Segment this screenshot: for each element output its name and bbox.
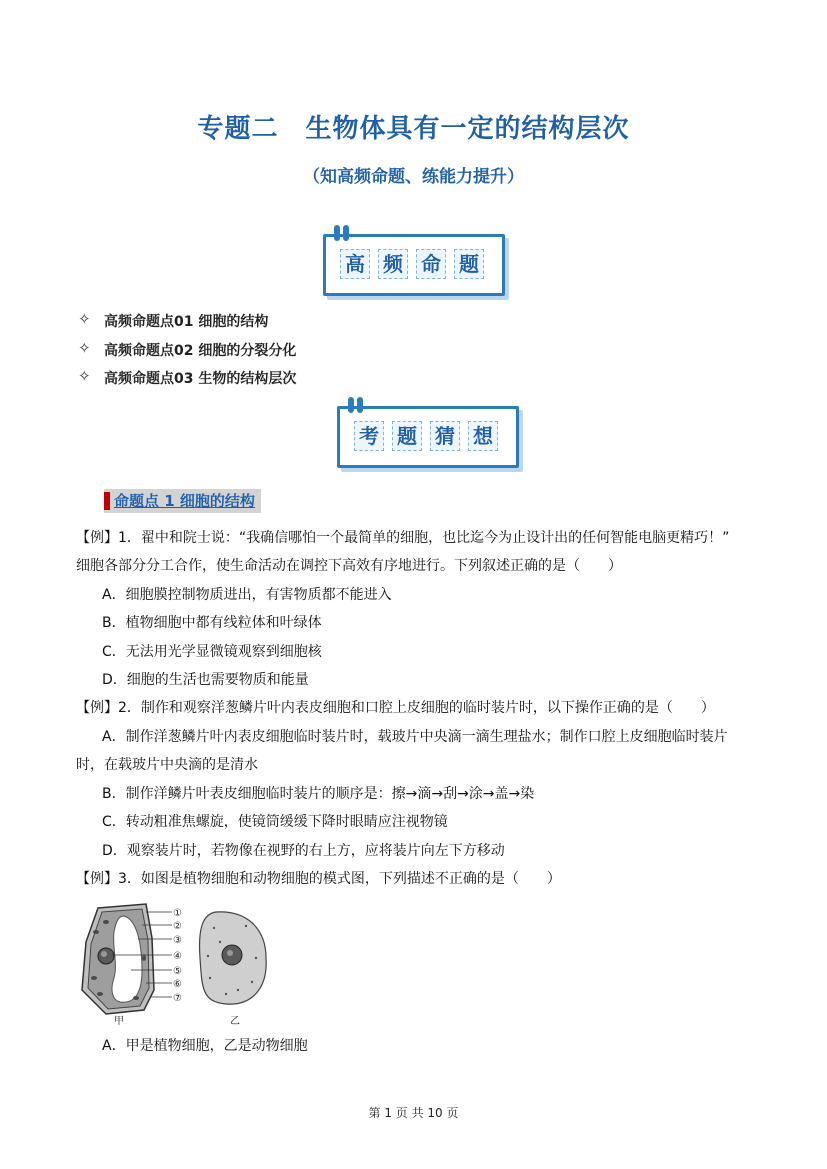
page-footer: 第 1 页 共 10 页 — [368, 1106, 459, 1120]
question-3-stem: 【例】3．如图是植物细胞和动物细胞的模式图，下列描述不正确的是（ ） — [76, 871, 561, 887]
diagram-label: ② — [173, 921, 182, 932]
question-2-option-a-cont: 时，在载玻片中央滴的是清水 — [76, 757, 258, 773]
diagram-label: ⑥ — [173, 979, 182, 990]
cell-label-a: 甲 — [114, 1016, 124, 1027]
toc-item[interactable] — [78, 367, 297, 388]
toc-item[interactable] — [78, 310, 269, 331]
pin-icon — [348, 397, 366, 417]
question-1-stem: 【例】1．翟中和院士说：“我确信哪怕一个最简单的细胞，也比迄今为止设计出的任何智能电脑更精巧！” — [76, 530, 730, 546]
badge-char: 题 — [392, 421, 422, 451]
section-heading-label: 命题点 1 细胞的结构 — [114, 492, 255, 510]
diamond-star-icon: ✧ — [78, 310, 91, 328]
question-1-stem-cont: 细胞各部分分工合作，使生命活动在调控下高效有序地进行。下列叙述正确的是（ ） — [76, 558, 622, 574]
badge-char: 高 — [340, 249, 370, 279]
cell-label-b: 乙 — [230, 1016, 240, 1027]
chloroplast — [133, 996, 139, 1000]
page-title: 专题二 生物体具有一定的结构层次 — [197, 114, 630, 144]
badge-char: 频 — [378, 249, 408, 279]
toc-item-label: 高频命题点02 细胞的分裂分化 — [104, 343, 297, 359]
toc-item-label: 高频命题点03 生物的结构层次 — [104, 371, 297, 387]
diagram-label: ④ — [173, 951, 182, 962]
question-2-option-b[interactable]: B．制作洋鳞片叶表皮细胞临时装片的顺序是：擦→滴→刮→涂→盖→染 — [102, 786, 535, 802]
diamond-star-icon: ✧ — [78, 367, 91, 385]
cell-diagram — [76, 898, 276, 1028]
question-1-option-b[interactable]: B．植物细胞中都有线粒体和叶绿体 — [102, 615, 322, 631]
diagram-label: ⑦ — [173, 993, 182, 1004]
pin-icon — [334, 225, 352, 245]
diagram-label: ③ — [173, 935, 182, 946]
badge-char: 题 — [454, 249, 484, 279]
badge-char: 考 — [354, 421, 384, 451]
badge-exam-guess — [337, 406, 519, 468]
question-2-option-d[interactable]: D．观察装片时，若物像在视野的右上方，应将装片向左下方移动 — [102, 843, 505, 859]
question-1-option-a[interactable]: A．细胞膜控制物质进出，有害物质都不能进入 — [102, 587, 392, 603]
chloroplast — [91, 976, 97, 980]
diagram-label: ⑤ — [173, 966, 182, 977]
page-subtitle: （知高频命题、练能力提升） — [303, 167, 524, 187]
question-1-option-c[interactable]: C．无法用光学显微镜观察到细胞核 — [102, 644, 322, 660]
badge-char: 想 — [468, 421, 498, 451]
question-1-option-d[interactable]: D．细胞的生活也需要物质和能量 — [102, 672, 309, 688]
diamond-star-icon: ✧ — [78, 339, 91, 357]
badge-char: 命 — [416, 249, 446, 279]
diagram-label: ① — [173, 908, 182, 919]
chloroplast — [97, 992, 103, 996]
chloroplast — [103, 920, 109, 924]
question-2-option-c[interactable]: C．转动粗准焦螺旋，使镜筒缓缓下降时眼睛应注视物镜 — [102, 814, 448, 830]
section-heading — [104, 489, 261, 513]
question-2-stem: 【例】2．制作和观察洋葱鳞片叶内表皮细胞和口腔上皮细胞的临时装片时，以下操作正确的是（ ） — [76, 700, 715, 716]
chloroplast — [142, 955, 146, 961]
section-marker — [104, 492, 110, 510]
badge-char: 猜 — [430, 421, 460, 451]
chloroplast — [93, 930, 99, 934]
question-3-option-a[interactable]: A．甲是植物细胞，乙是动物细胞 — [102, 1038, 308, 1054]
toc-item[interactable] — [78, 339, 297, 360]
badge-high-frequency — [323, 234, 505, 296]
toc-item-label: 高频命题点01 细胞的结构 — [104, 314, 269, 330]
question-2-option-a[interactable]: A．制作洋葱鳞片叶内表皮细胞临时装片时，载玻片中央滴一滴生理盐水；制作口腔上皮细胞临时装片 — [102, 729, 728, 745]
